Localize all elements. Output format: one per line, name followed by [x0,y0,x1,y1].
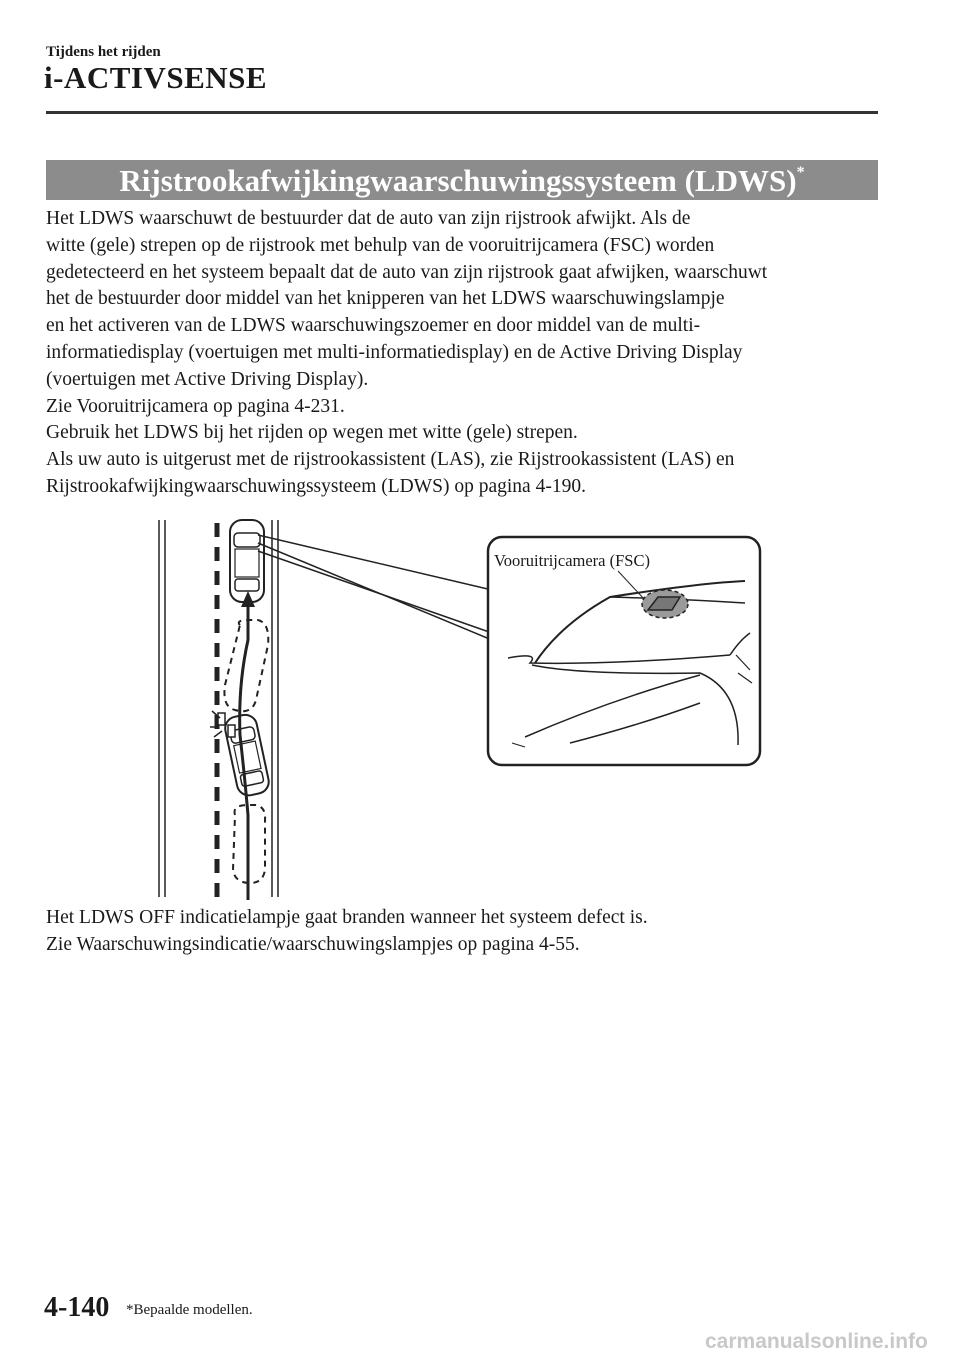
body-line: witte (gele) strepen op de rijstrook met behulp van de vooruitrijcamera (FSC) worden [46,234,715,256]
camera-label: Vooruitrijcamera (FSC) [494,551,650,570]
body-line: Het LDWS waarschuwt de bestuurder dat de auto van zijn rijstrook afwijkt. Als de [46,208,691,229]
body-line: en het activeren van de LDWS waarschuwingszoemer en door middel van de multi- [46,315,701,337]
after-figure-text [46,905,648,959]
body-line: Zie Vooruitrijcamera op pagina 4-231. [46,395,345,417]
body-line: gedetecteerd en het systeem bepaalt dat de auto van zijn rijstrook gaat afwijken, waarschuwt [46,261,768,283]
header-rule [46,111,878,114]
heading-title: Rijstrookafwijkingwaarschuwingssysteem (LDWS) [119,163,797,198]
body-text [46,206,886,501]
body-line: Zie Waarschuwingsindicatie/waarschuwingslampjes op pagina 4-55. [46,933,580,955]
footnote-mark: * [796,164,805,181]
page-heading [46,160,878,200]
watermark: carmanualsonline.info [705,1330,928,1353]
section-title: i-ACTIVSENSE [44,60,268,95]
footnote: *Bepaalde modellen. [126,1302,253,1318]
inset-frame [488,537,760,765]
pointer-line [258,535,492,590]
body-line: Gebruik het LDWS bij het rijden op wegen met witte (gele) strepen. [46,422,578,444]
body-line: informatiedisplay (voertuigen met multi-informatiedisplay) en de Active Driving Display [46,341,743,363]
page-number: 4-140 [44,1292,110,1323]
body-line: Het LDWS OFF indicatielampje gaat branden wanneer het systeem defect is. [46,907,648,928]
body-line: Rijstrookafwijkingwaarschuwingssysteem (LDWS) op pagina 4-190. [46,475,586,497]
body-line: Als uw auto is uitgerust met de rijstrookassistent (LAS), zie Rijstrookassistent (LAS) en [46,449,735,471]
ldws-illustration [140,515,780,905]
breadcrumb: Tijdens het rijden [46,44,161,60]
trajectory-outline [224,620,268,711]
body-line: (voertuigen met Active Driving Display). [46,368,369,390]
body-line: het de bestuurder door middel van het knipperen van het LDWS waarschuwingslampje [46,288,725,310]
car-top [230,520,264,602]
